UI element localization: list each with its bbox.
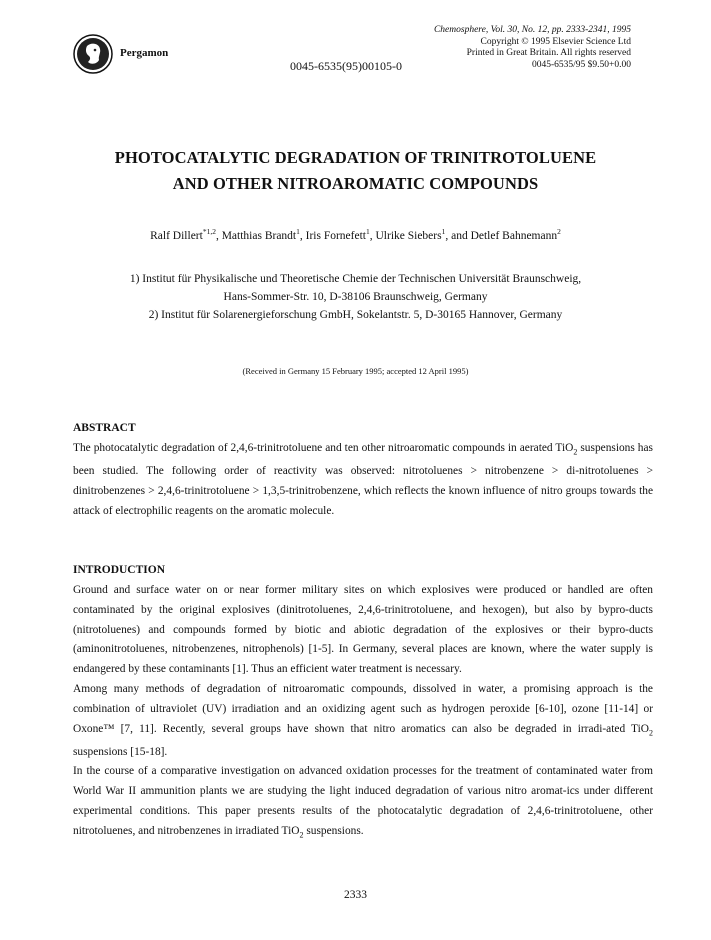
affiliation-line-3: 2) Institut für Solarenergieforschung GmbH, Sokelantstr. 5, D-30165 Hannover, Germany <box>148 309 563 321</box>
author-affil-mark: 1 <box>441 227 446 236</box>
author-affil-mark: 2 <box>557 227 561 236</box>
abstract-text-part-2: suspensions has been studied. The following order of reactivity was observed: nitrotoluenes > nitrobenzene > di-nitrotoluenes > dinitrobenzenes > 2,4,6-trinitrotoluene > 1,3,5-trinitrobenzene, which reflects the known influence of nitro groups towards the attack of electrophilic reagents on the aromatic molecule. <box>73 442 653 517</box>
intro-p3-text-a: In the course of a comparative investigation on advanced oxidation processes for the treatment of contaminated water from World War II ammunition plants we are studying the light induced degradation of various nitro aromat-ics under different experimental conditions. This paper presents results of the photocatalytic degradation of 2,4,6-trinitrotoluene, other nitrotoluenes, and nitrobenzenes in irradiated TiO <box>73 765 653 837</box>
intro-paragraph-1: Ground and surface water on or near former military sites on which explosives were produced or handled are often contaminated by the original explosives (dinitrotoluenes, 2,4,6-trinitrotoluene, and hexogen), but also by bypro-ducts (nitrotoluenes) and compounds formed by biotic and abiotic degradation of the explosives or their bypro-ducts (aminonitrotoluenes, nitrobenzenes, nitrophenols) [1-5]. In Germany, several places are known, where the water supply is endangered by these contaminants [1]. Thus an efficient water treatment is necessary. <box>73 584 653 676</box>
abstract-text-part-1: The photocatalytic degradation of 2,4,6-trinitrotoluene and ten other nitroaromatic compounds in aerated TiO <box>73 442 574 454</box>
abstract-body <box>73 439 653 521</box>
affiliations <box>60 270 651 324</box>
intro-p2-text-b: suspensions [15-18]. <box>73 745 168 758</box>
author-affil-mark: *1,2 <box>202 227 216 236</box>
introduction-heading: INTRODUCTION <box>73 564 166 576</box>
copyright: Copyright © 1995 Elsevier Science Ltd <box>480 36 631 47</box>
introduction-body <box>73 581 653 845</box>
journal-info <box>371 25 631 71</box>
abstract-heading: ABSTRACT <box>73 422 136 434</box>
author-affil-mark: 1 <box>296 227 300 236</box>
author-name: Iris Fornefett <box>305 229 366 242</box>
received-dates: (Received in Germany 15 February 1995; accepted 12 April 1995) <box>242 366 469 376</box>
title-line-2: AND OTHER NITROAROMATIC COMPOUNDS <box>172 174 539 193</box>
intro-paragraph-2 <box>73 680 653 762</box>
intro-paragraph-3 <box>73 762 653 844</box>
author-name: and Detlef Bahnemann <box>451 229 558 242</box>
paper-title <box>60 145 651 197</box>
affiliation-line-1: 1) Institut für Physikalische und Theoretische Chemie der Technischen Universität Braunschweig, <box>129 273 582 285</box>
author-list: Ralf Dillert$^{*1,2}$, Matthias Brandt$^1$, Iris Fornefett$^1$, Ulrike Siebers$^1$, and Detlef Bahnemann$^2$ <box>150 227 561 242</box>
publisher-name: Pergamon <box>120 47 169 59</box>
intro-p3-text-b: suspensions. <box>303 824 364 837</box>
pergamon-logo-icon <box>73 34 113 74</box>
subscript: 2 <box>299 830 304 840</box>
abstract-paragraph <box>73 439 653 521</box>
printed-notice: Printed in Great Britain. All rights reserved <box>466 48 631 58</box>
subscript: 2 <box>649 727 653 737</box>
page-number: 2333 <box>344 889 367 901</box>
subscript: 2 <box>573 447 578 457</box>
author-affil-mark: 1 <box>365 227 370 236</box>
title-line-1: PHOTOCATALYTIC DEGRADATION OF TRINITROTOLUENE <box>114 148 597 167</box>
author-name: Ulrike Siebers <box>375 229 442 242</box>
affiliation-line-2: Hans-Sommer-Str. 10, D-38106 Braunschweig, Germany <box>223 291 488 303</box>
issn-price: 0045-6535/95 $9.50+0.00 <box>531 59 631 70</box>
author-name: Matthias Brandt <box>221 229 297 242</box>
author-name: Ralf Dillert <box>150 229 203 242</box>
journal-citation: Chemosphere, Vol. 30, No. 12, pp. 2333-2341, 1995 <box>433 25 631 35</box>
doi: 0045-6535(95)00105-0 <box>290 59 402 73</box>
intro-p2-text-a: Among many methods of degradation of nitroaromatic compounds, dissolved in water, a promising approach is the combination of ultraviolet (UV) irradiation and an oxidizing agent such as hydrogen peroxide [6-10], ozone [11-14] or Oxone™ [7, 11]. Recently, several groups have shown that nitro aromatics can also be degraded in irradi-ated TiO <box>73 682 653 735</box>
